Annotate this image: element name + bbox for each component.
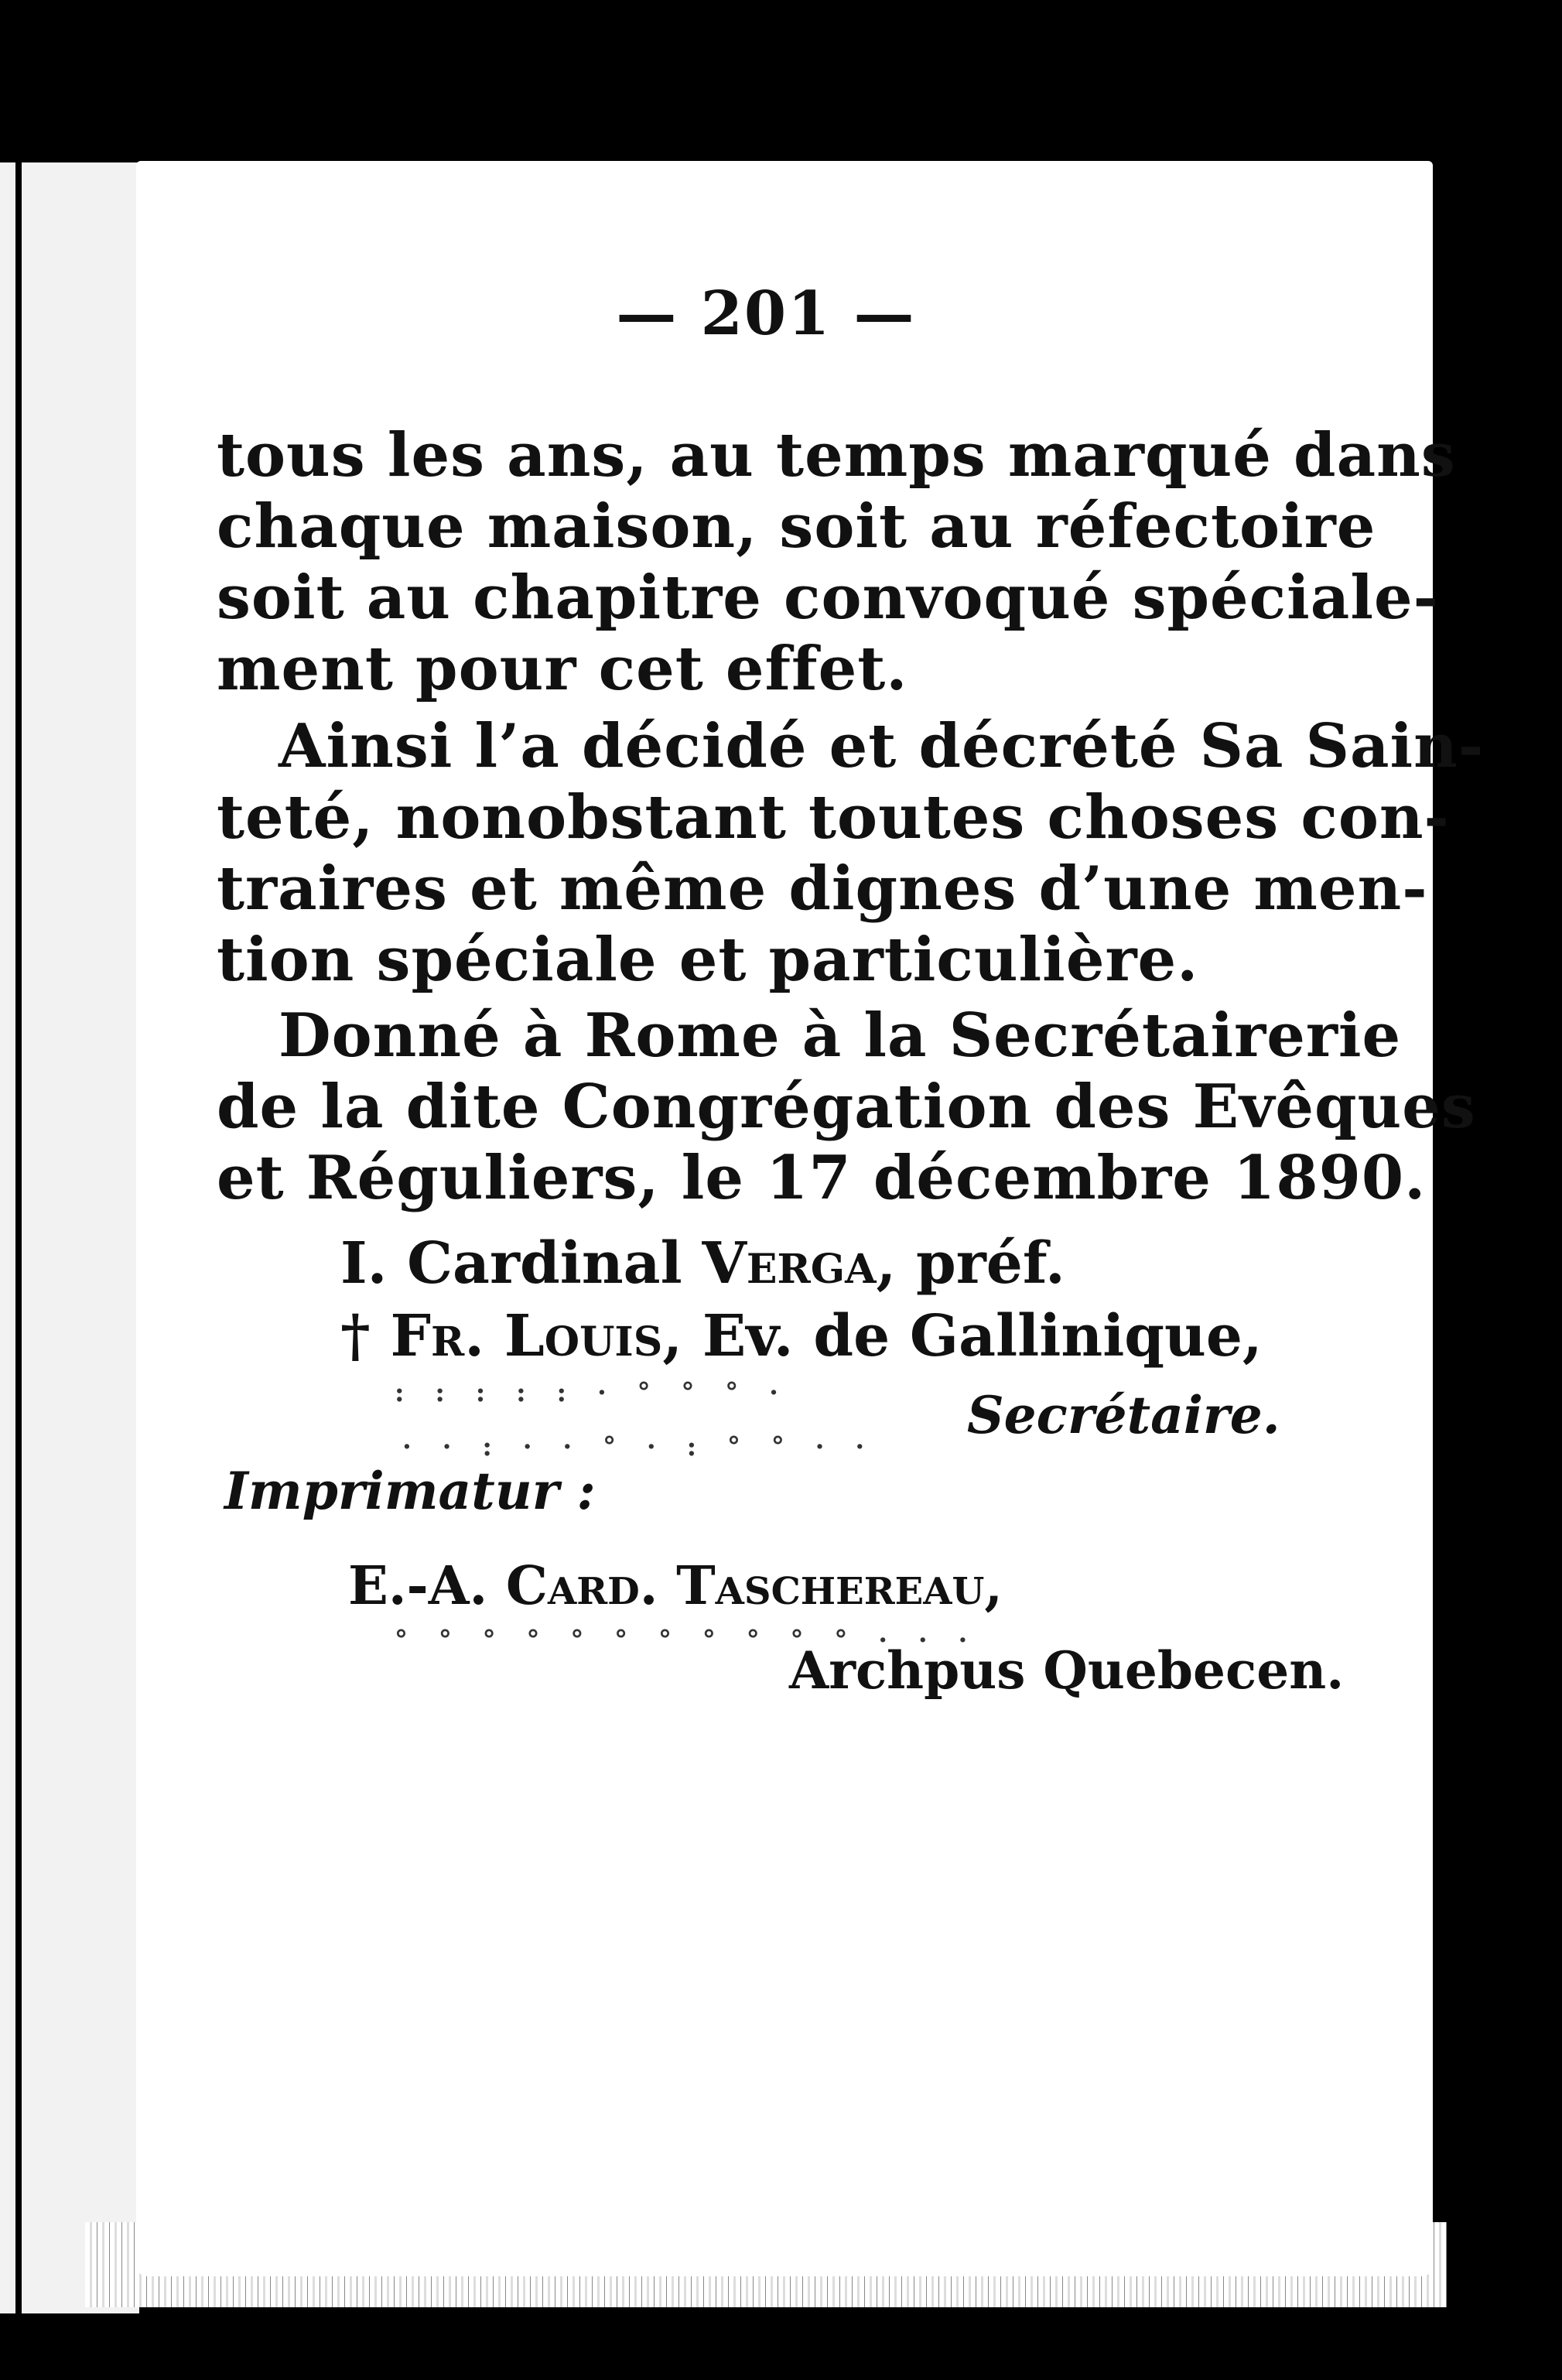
- signature-taschereau: [348, 1555, 1003, 1617]
- paragraph-2-line-4: tion spéciale et particulière.: [217, 925, 1199, 995]
- paragraph-1-line-3: soit au chapitre convoqué spéciale-: [217, 563, 1439, 633]
- signature-taschereau-name: Taschereau: [658, 1555, 985, 1617]
- paragraph-3-line-1: Donné à Rome à la Secrétairerie: [279, 1000, 1402, 1071]
- left-page-edge-line: [15, 162, 22, 2313]
- signature-verga-initial: I. Cardinal: [340, 1230, 682, 1297]
- paragraph-1-line-2: chaque maison, soit au réfectoire: [217, 491, 1376, 562]
- signature-archbishop: Archpus Quebecen.: [789, 1640, 1345, 1701]
- imprimatur-label: Imprimatur :: [224, 1461, 596, 1521]
- signature-louis-title: , Ev. de Gallinique,: [662, 1303, 1263, 1370]
- paragraph-3-line-2: de la dite Congrégation des Evêques: [217, 1072, 1476, 1142]
- signature-taschereau-initials: E.-A.: [348, 1555, 506, 1617]
- signature-louis-fr: Fr.: [390, 1303, 484, 1370]
- signature-verga-name: Verga: [702, 1230, 877, 1297]
- print-speckles-1: : : : : : · ° ° ° ·: [395, 1377, 789, 1408]
- paragraph-2-line-2: teté, nonobstant toutes choses con-: [217, 782, 1450, 853]
- signature-verga: [340, 1230, 1065, 1297]
- print-speckles-3: ° ° ° ° ° ° ° ° ° ° ° · · ·: [395, 1625, 979, 1656]
- signature-verga-title: , préf.: [876, 1230, 1065, 1297]
- print-speckles-2: · · : · · ° · : ° ° · ·: [402, 1431, 876, 1462]
- cross-symbol: †: [340, 1303, 391, 1370]
- signature-louis-name: Louis: [484, 1303, 663, 1370]
- paragraph-2-line-1: Ainsi l’a décidé et décrété Sa Sain-: [279, 711, 1485, 781]
- signature-secretaire: Secrétaire.: [967, 1385, 1280, 1445]
- paragraph-1-line-4: ment pour cet effet.: [217, 634, 908, 704]
- signature-louis: [340, 1303, 1263, 1370]
- paragraph-2-line-3: traires et même dignes d’une men-: [217, 853, 1428, 924]
- paragraph-3-line-3: et Réguliers, le 17 décembre 1890.: [217, 1143, 1427, 1213]
- signature-taschereau-card: Card.: [505, 1555, 658, 1617]
- paragraph-1-line-1: tous les ans, au temps marqué dans: [217, 420, 1456, 491]
- signature-taschereau-comma: ,: [984, 1555, 1003, 1617]
- page-number: — 201 —: [616, 279, 916, 349]
